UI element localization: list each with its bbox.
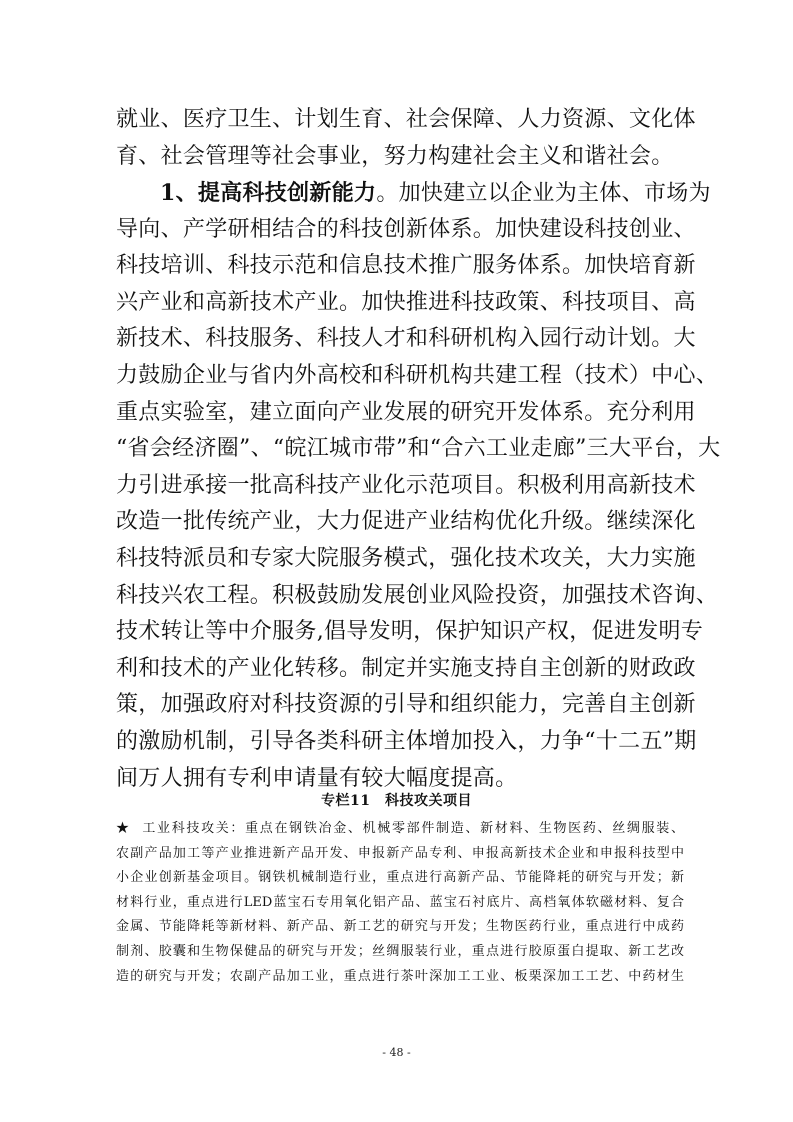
paragraph-previous: [116, 102, 696, 175]
text-line: 科技特派员和专家大院服务模式，强化技术攻关，大力实施: [116, 545, 696, 571]
text-line: 新技术、科技服务、科技人才和科研机构入园行动计划。大: [116, 326, 696, 352]
text-line: 利和技术的产业化转移。制定并实施支持自主创新的财政政: [116, 655, 696, 681]
box-line: 农副产品加工等产业推进新产品开发、申报新产品专利、申报高新技术企业和申报科技型中: [116, 845, 684, 861]
text-line: 力引进承接一批高科技产业化示范项目。积极利用高新技术: [116, 472, 696, 498]
box-content: [116, 817, 684, 989]
box-first-line: [116, 817, 684, 842]
text-line: 力鼓励企业与省内外高校和科研机构共建工程（技术）中心、: [116, 362, 719, 388]
text-line: 科技兴农工程。积极鼓励发展创业风险投资，加强技术咨询、: [116, 582, 719, 608]
page-number: - 48 -: [382, 1046, 411, 1059]
text-line: 技术转让等中介服务,倡导发明，保护知识产权，促进发明专: [116, 619, 704, 645]
box-line: 金属、节能降耗等新材料、新产品、新工艺的研究与开发；生物医药行业，重点进行中成药: [116, 919, 684, 935]
box-line: 造的研究与开发；农副产品加工业，重点进行茶叶深加工工业、板栗深加工工艺、中药材生: [116, 968, 684, 984]
text-line: 间万人拥有专利申请量有较大幅度提高。: [116, 765, 518, 791]
box-title: 专栏11 科技攻关项目: [321, 793, 472, 809]
text-line: 重点实验室，建立面向产业发展的研究开发体系。充分利用: [116, 399, 696, 425]
text-fragment: 。加快建立以企业为主体、市场为: [376, 181, 711, 206]
box-line: 材料行业，重点进行LED蓝宝石专用氧化铝产品、蓝宝石衬底片、高档氧体软磁材料、复合: [116, 894, 684, 910]
text-line: 策，加强政府对科技资源的引导和组织能力，完善自主创新: [116, 692, 696, 718]
text-line: 就业、医疗卫生、计划生育、社会保障、人力资源、文化体: [116, 107, 696, 132]
box-line: 制剂、胶囊和生物保健品的研究与开发；丝绸服装行业，重点进行胶原蛋白提取、新工艺改: [116, 943, 684, 959]
text-line: “省会经济圈”、“皖江城市带”和“合六工业走廊”三大平台，大: [116, 436, 721, 462]
text-line: 兴产业和高新技术产业。加快推进科技政策、科技项目、高: [116, 289, 696, 315]
text-line: 导向、产学研相结合的科技创新体系。加快建设科技创业、: [116, 216, 696, 242]
box-line: 小企业创新基金项目。钢铁机械制造行业，重点进行高新产品、节能降耗的研究与开发；新: [116, 870, 684, 886]
section-heading: 1、提高科技创新能力: [160, 180, 377, 206]
star-bullet-icon: ★: [116, 821, 131, 836]
text-line: 改造一批传统产业，大力促进产业结构优化升级。继续深化: [116, 509, 696, 535]
text-fragment: 工业科技攻关：重点在钢铁冶金、机械零部件制造、新材料、生物医药、丝绸服装、: [142, 821, 684, 836]
section-paragraph-innovation: [116, 175, 721, 797]
section-first-line: [116, 175, 711, 212]
text-line: 的激励机制，引导各类科研主体增加投入，力争“十二五”期: [116, 728, 697, 754]
text-line: 科技培训、科技示范和信息技术推广服务体系。加快培育新: [116, 253, 696, 279]
text-line: 育、社会管理等社会事业，努力构建社会主义和谐社会。: [116, 143, 674, 169]
